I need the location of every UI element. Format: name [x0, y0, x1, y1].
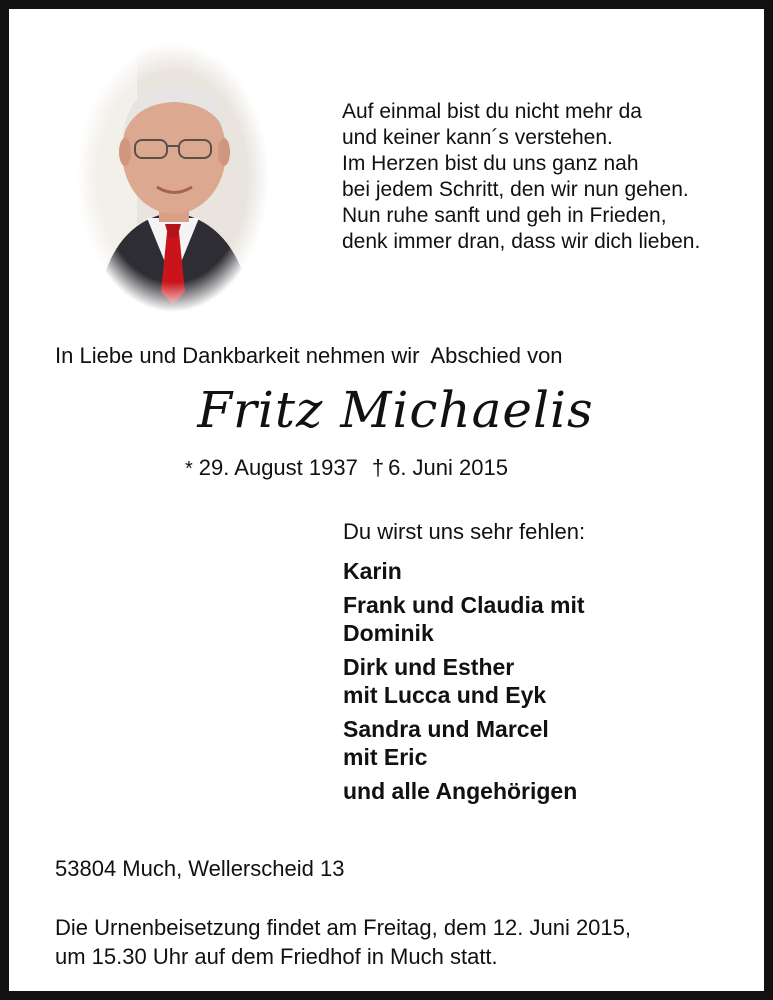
family-line: und alle Angehörigen — [343, 778, 578, 804]
family-entry — [343, 591, 585, 647]
family-line: mit Lucca und Eyk — [343, 682, 547, 708]
poem-line: denk immer dran, dass wir dich lieben. — [342, 230, 701, 253]
address: 53804 Much, Wellerscheid 13 — [55, 856, 345, 881]
miss-line: Du wirst uns sehr fehlen: — [343, 519, 586, 544]
family-line: Dominik — [343, 620, 434, 646]
intro-line: In Liebe und Dankbarkeit nehmen wir Abschied von — [55, 343, 563, 368]
poem-line: Auf einmal bist du nicht mehr da — [342, 100, 642, 123]
family-entry — [343, 715, 585, 771]
family-line: mit Eric — [343, 744, 428, 770]
family-line: Frank und Claudia mit — [343, 592, 585, 618]
death-date: 6. Juni 2015 — [388, 455, 508, 480]
birth-date: 29. August 1937 — [198, 455, 358, 480]
poem-line: bei jedem Schritt, den wir nun gehen. — [342, 178, 689, 201]
deceased-name: Fritz Michaelis — [197, 381, 594, 439]
poem-line: Nun ruhe sanft und geh in Frieden, — [342, 204, 667, 227]
poem-line: und keiner kann´s verstehen. — [342, 126, 613, 149]
family-line: Sandra und Marcel — [343, 716, 549, 742]
poem-line: Im Herzen bist du uns ganz nah — [342, 152, 639, 175]
burial-notice — [55, 913, 631, 971]
family-entry — [343, 557, 585, 585]
notice-line: Die Urnenbeisetzung findet am Freitag, dem 12. Juni 2015, — [55, 915, 631, 940]
life-dates — [185, 455, 508, 481]
family-entry — [343, 653, 585, 709]
portrait-photo — [77, 42, 269, 312]
birth-symbol: * — [185, 458, 193, 480]
family-entry — [343, 777, 585, 805]
death-symbol: † — [371, 455, 385, 480]
notice-line: um 15.30 Uhr auf dem Friedhof in Much statt. — [55, 944, 498, 969]
family-line: Dirk und Esther — [343, 654, 515, 680]
family-list — [343, 557, 585, 811]
family-line: Karin — [343, 558, 402, 584]
poem — [342, 99, 700, 255]
